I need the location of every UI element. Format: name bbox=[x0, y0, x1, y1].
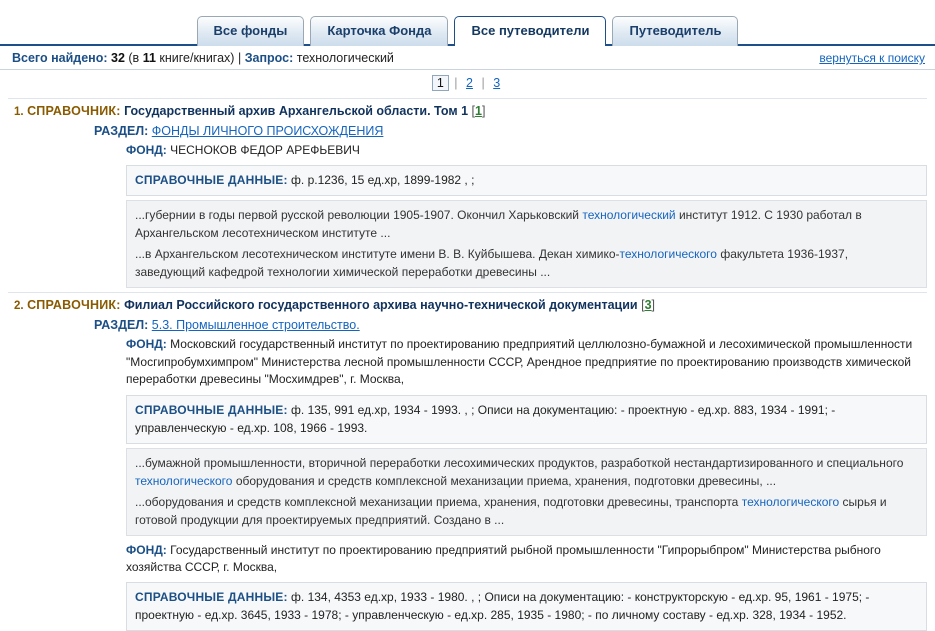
snippet-text: ...бумажной промышленности, вторичной переработки лесохимических продуктов, разработкой нестандартизированного и специального bbox=[135, 455, 904, 470]
hit-count-link[interactable]: 3 bbox=[644, 298, 652, 313]
fond-value: Государственный институт по проектированию предприятий рыбной промышленности "Гипрорыбпром" Министерства рыбного хозяйства СССР, г. Москва, bbox=[126, 542, 881, 574]
section-row bbox=[94, 315, 927, 334]
fond-label: ФОНД: bbox=[126, 143, 167, 157]
in-books-count: 11 bbox=[142, 51, 156, 65]
page-current: 1 bbox=[432, 75, 449, 91]
tab-label: Карточка Фонда bbox=[327, 22, 432, 38]
bracket-open: [ bbox=[641, 298, 645, 313]
query-label: Запрос: bbox=[244, 51, 294, 65]
hit-count-link[interactable]: 1 bbox=[475, 104, 482, 118]
snippet-text: сырья и готовой продукции для проектируемых предприятий. Создано в ... bbox=[135, 494, 887, 527]
fond-value: Московский государственный институт по проектированию предприятий целлюлозно-бумажной и лесохимической промышленности "Мосгипробумхимпром" Министерства лесной промышленности СССР, Арендное предприятие по проектированию производств химической переработки древесины "Мосхимдрев", г. Москва, bbox=[126, 337, 913, 387]
back-to-search-link[interactable]: вернуться к поиску bbox=[819, 51, 925, 65]
snippet-text: оборудования и средств комплексной механизации приема, хранения, подготовки древесины, ... bbox=[232, 473, 777, 488]
reference-data-label: СПРАВОЧНЫЕ ДАННЫЕ: bbox=[135, 590, 288, 605]
result-index: 2. bbox=[14, 300, 24, 313]
reference-data-label: СПРАВОЧНЫЕ ДАННЫЕ: bbox=[135, 173, 288, 188]
result-body bbox=[94, 121, 927, 288]
snippet-highlight[interactable]: технологического bbox=[619, 247, 717, 262]
result-title: Государственный архив Архангельской области. Том 1 bbox=[124, 104, 469, 118]
tab-label: Путеводитель bbox=[629, 22, 722, 38]
snippet-highlight[interactable]: технологического bbox=[135, 473, 233, 488]
found-count: 32 bbox=[111, 51, 125, 65]
tab-label: Все путеводители bbox=[471, 22, 590, 38]
fond-row bbox=[126, 334, 927, 390]
snippet bbox=[135, 493, 918, 529]
page-separator: | bbox=[481, 76, 485, 90]
page-link-2[interactable]: 2 bbox=[466, 76, 473, 90]
page-link-3[interactable]: 3 bbox=[493, 76, 501, 90]
tab-bar bbox=[0, 0, 935, 46]
bracket-open: [ bbox=[471, 104, 475, 118]
snippet bbox=[135, 245, 918, 281]
bracket-close: ] bbox=[481, 104, 486, 118]
tab-label: Все фонды bbox=[213, 22, 288, 38]
result-title: Филиал Российского государственного архива научно-технической документации bbox=[124, 298, 638, 313]
results-list bbox=[0, 98, 935, 631]
snippet-card bbox=[126, 448, 927, 536]
snippet-highlight[interactable]: технологического bbox=[741, 494, 840, 509]
result-kind-label: СПРАВОЧНИК: bbox=[27, 298, 121, 313]
snippet-text: факультета 1936-1937, заведующий кафедрой технологии химической переработки древесины ... bbox=[135, 247, 849, 280]
result-body bbox=[94, 315, 927, 631]
pagination bbox=[0, 70, 935, 98]
query-value: технологический bbox=[296, 51, 394, 65]
result-header bbox=[8, 98, 927, 121]
result-index: 1. bbox=[14, 106, 24, 118]
result-header bbox=[8, 292, 927, 315]
reference-data-value: ф. 134, 4353 ед.хр, 1933 - 1980. , ; Описи на документацию: - конструкторскую - ед.хр. 95, 1961 - 1975; - проектную - ед.хр. 3645, 1933 - 1978; - управленческую - ед.хр. 285, 1935 - 1980; - по личному составу - ед.хр. 328, 1934 - 1952. bbox=[135, 590, 870, 623]
snippet bbox=[135, 206, 918, 242]
result-hit-count bbox=[472, 104, 486, 118]
result-item bbox=[8, 98, 927, 288]
fond-block bbox=[126, 334, 927, 631]
tab-all-funds[interactable] bbox=[197, 16, 305, 46]
summary-divider: | bbox=[237, 51, 242, 65]
search-summary-text bbox=[12, 51, 394, 65]
fond-row bbox=[126, 140, 927, 161]
search-summary-bar bbox=[0, 46, 935, 70]
reference-data-card bbox=[126, 165, 927, 196]
tab-guide[interactable] bbox=[612, 16, 738, 46]
fond-row bbox=[126, 540, 927, 579]
fond-label: ФОНД: bbox=[126, 542, 167, 557]
result-hit-count bbox=[641, 298, 655, 312]
snippet-text: институт 1912. С 1930 работал в Архангельском лесотехническом институте ... bbox=[135, 208, 862, 241]
reference-data-value: ф. р.1236, 15 ед.хр, 1899-1982 , ; bbox=[291, 173, 475, 188]
page-separator: | bbox=[454, 76, 458, 90]
snippet-text: ...в Архангельском лесотехническом институте имени В. В. Куйбышева. Декан химико- bbox=[135, 247, 620, 262]
found-label: Всего найдено: bbox=[12, 51, 108, 65]
section-link[interactable]: 5.3. Промышленное строительство. bbox=[151, 318, 360, 333]
bracket-close: ] bbox=[651, 298, 656, 313]
section-label: РАЗДЕЛ: bbox=[94, 318, 149, 333]
tab-fund-card[interactable] bbox=[310, 16, 448, 46]
snippet-highlight[interactable]: технологический bbox=[582, 208, 676, 223]
result-kind-label: СПРАВОЧНИК: bbox=[27, 104, 121, 118]
section-label: РАЗДЕЛ: bbox=[94, 124, 149, 138]
reference-data-card bbox=[126, 582, 927, 631]
fond-value: ЧЕСНОКОВ ФЕДОР АРЕФЬЕВИЧ bbox=[170, 143, 360, 157]
in-books-suffix: книге/книгах) bbox=[159, 51, 235, 65]
snippet-card bbox=[126, 200, 927, 288]
reference-data-card bbox=[126, 395, 927, 444]
snippet-text: ...губернии в годы первой русской революции 1905-1907. Окончил Харьковский bbox=[135, 208, 583, 223]
snippet bbox=[135, 454, 918, 490]
section-row bbox=[94, 121, 927, 140]
reference-data-label: СПРАВОЧНЫЕ ДАННЫЕ: bbox=[135, 402, 288, 417]
snippet-text: ...оборудования и средств комплексной механизации приема, хранения, подготовки древесины, транспорта bbox=[135, 494, 742, 509]
section-link[interactable]: ФОНДЫ ЛИЧНОГО ПРОИСХОЖДЕНИЯ bbox=[151, 124, 384, 138]
fond-label: ФОНД: bbox=[126, 337, 167, 352]
result-item bbox=[8, 292, 927, 631]
tab-all-guides[interactable] bbox=[454, 16, 606, 46]
in-books-prefix: (в bbox=[128, 51, 140, 65]
fond-block bbox=[126, 140, 927, 288]
reference-data-value: ф. 135, 991 ед.хр, 1934 - 1993. , ; Описи на документацию: - проектную - ед.хр. 883, 1934 - 1991; - управленческую - ед.хр. 108, 1966 - 1993. bbox=[135, 402, 836, 435]
